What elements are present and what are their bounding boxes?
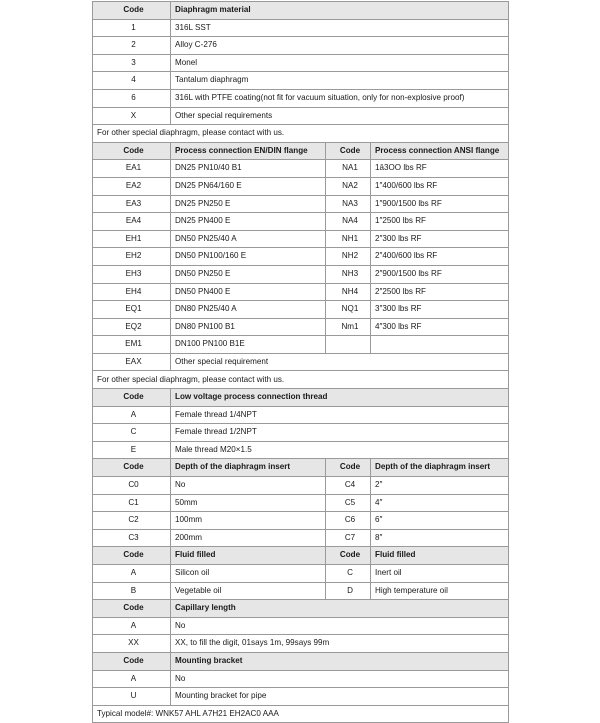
table-row: [93, 512, 509, 530]
cell-code: C: [93, 424, 171, 442]
cell-description: Mounting bracket for pipe: [171, 688, 509, 706]
cell-description-2: 3″300 lbs RF: [371, 301, 509, 319]
cell-description: 100mm: [171, 512, 326, 530]
cell-code: EM1: [93, 336, 171, 354]
table-row: [93, 72, 509, 90]
cell-description: 200mm: [171, 529, 326, 547]
table-row: [93, 301, 509, 319]
table-row: [93, 54, 509, 72]
cell-description: Other special requirement: [171, 353, 509, 371]
column-header-ansi-flange: Process connection ANSI flange: [371, 142, 509, 160]
cell-description-2: 6″: [371, 512, 509, 530]
column-header-code-2: Code: [326, 459, 371, 477]
table-row: [93, 107, 509, 125]
cell-description: DN80 PN100 B1: [171, 318, 326, 336]
cell-description-2: 2″: [371, 477, 509, 495]
cell-code-2: NA3: [326, 195, 371, 213]
cell-description-2: 1″2500 lbs RF: [371, 213, 509, 231]
cell-code: A: [93, 565, 171, 583]
column-header-code-2: Code: [326, 547, 371, 565]
cell-code: 3: [93, 54, 171, 72]
note-row: [93, 371, 509, 389]
cell-description-2-empty: [371, 336, 509, 354]
spec-sheet: [92, 1, 508, 723]
cell-code-2: NH4: [326, 283, 371, 301]
cell-description: XX, to fill the digit, 01says 1m, 99says 99m: [171, 635, 509, 653]
cell-code: 6: [93, 89, 171, 107]
table-row: [93, 177, 509, 195]
cell-code: EH1: [93, 230, 171, 248]
column-header-code: Code: [93, 547, 171, 565]
cell-description: No: [171, 617, 509, 635]
contact-note: For other special diaphragm, please contact with us.: [93, 125, 509, 143]
cell-code: XX: [93, 635, 171, 653]
cell-code-2: NH1: [326, 230, 371, 248]
table-row: [93, 565, 509, 583]
cell-description-2: 4″: [371, 494, 509, 512]
cell-description-2: 1″400/600 lbs RF: [371, 177, 509, 195]
cell-code: EH4: [93, 283, 171, 301]
table-row: [93, 529, 509, 547]
cell-description: DN80 PN25/40 A: [171, 301, 326, 319]
cell-code: 1: [93, 19, 171, 37]
typical-model-label: Typical model#: WNK57 AHL A7H21 EH2AC0 AAA: [93, 705, 509, 723]
cell-description-2: 1ȃ3OO lbs RF: [371, 160, 509, 178]
table-row: [93, 37, 509, 55]
cell-description-2: 2″400/600 lbs RF: [371, 248, 509, 266]
column-header-code: Code: [93, 600, 171, 618]
contact-note: For other special diaphragm, please contact with us.: [93, 371, 509, 389]
cell-code: A: [93, 617, 171, 635]
cell-code-2: NQ1: [326, 301, 371, 319]
cell-description: 316L with PTFE coating(not fit for vacuum situation, only for non-explosive proof): [171, 89, 509, 107]
cell-description: DN25 PN10/40 B1: [171, 160, 326, 178]
column-header-capillary-length: Capillary length: [171, 600, 509, 618]
table-row: [93, 688, 509, 706]
cell-code: B: [93, 582, 171, 600]
cell-code: X: [93, 107, 171, 125]
cell-code: U: [93, 688, 171, 706]
cell-description-2: 4″300 lbs RF: [371, 318, 509, 336]
cell-code: EA1: [93, 160, 171, 178]
cell-code-2: C7: [326, 529, 371, 547]
cell-code: C2: [93, 512, 171, 530]
cell-description: DN50 PN25/40 A: [171, 230, 326, 248]
column-header-en-din-flange: Process connection EN/DIN flange: [171, 142, 326, 160]
cell-description: DN25 PN64/160 E: [171, 177, 326, 195]
cell-description: Monel: [171, 54, 509, 72]
selection-code-table: [92, 1, 509, 723]
cell-description-2: 2″2500 lbs RF: [371, 283, 509, 301]
table-row: [93, 195, 509, 213]
table-row: [93, 617, 509, 635]
cell-code-2: NA1: [326, 160, 371, 178]
cell-code-2-empty: [326, 336, 371, 354]
cell-code: EQ1: [93, 301, 171, 319]
cell-description-2: Inert oil: [371, 565, 509, 583]
table-row: [93, 19, 509, 37]
cell-description: Alloy C-276: [171, 37, 509, 55]
table-row: [93, 265, 509, 283]
cell-code: A: [93, 670, 171, 688]
cell-code: EA3: [93, 195, 171, 213]
table-row: [93, 406, 509, 424]
table-header-row-insert-depth: [93, 459, 509, 477]
cell-code-2: NA2: [326, 177, 371, 195]
cell-code: C3: [93, 529, 171, 547]
table-header-row-process-connection: [93, 142, 509, 160]
cell-description: DN50 PN250 E: [171, 265, 326, 283]
table-row: [93, 336, 509, 354]
table-header-row-mounting-bracket: [93, 652, 509, 670]
cell-description-2: High temperature oil: [371, 582, 509, 600]
cell-description: No: [171, 670, 509, 688]
cell-code-2: C4: [326, 477, 371, 495]
typical-model-row: [93, 705, 509, 723]
cell-description: Female thread 1/2NPT: [171, 424, 509, 442]
table-header-row-fluid-filled: [93, 547, 509, 565]
cell-description-2: 2″900/1500 lbs RF: [371, 265, 509, 283]
cell-code-2: NA4: [326, 213, 371, 231]
column-header-code: Code: [93, 389, 171, 407]
column-header-diaphragm-material: Diaphragm material: [171, 2, 509, 20]
cell-description: 50mm: [171, 494, 326, 512]
table-row: [93, 635, 509, 653]
table-row: [93, 424, 509, 442]
table-header-row-capillary-length: [93, 600, 509, 618]
cell-description: 316L SST: [171, 19, 509, 37]
table-row: [93, 494, 509, 512]
cell-code: EAX: [93, 353, 171, 371]
table-row: [93, 160, 509, 178]
table-header-row-diaphragm-material: [93, 2, 509, 20]
column-header-code: Code: [93, 459, 171, 477]
cell-code: EA4: [93, 213, 171, 231]
cell-code-2: Nm1: [326, 318, 371, 336]
column-header-mounting-bracket: Mounting bracket: [171, 652, 509, 670]
cell-description: DN25 PN250 E: [171, 195, 326, 213]
cell-description: Silicon oil: [171, 565, 326, 583]
cell-description: Vegetable oil: [171, 582, 326, 600]
column-header-insert-depth-2: Depth of the diaphragm insert: [371, 459, 509, 477]
cell-description: Female thread 1/4NPT: [171, 406, 509, 424]
cell-description: No: [171, 477, 326, 495]
cell-description: Male thread M20×1.5: [171, 441, 509, 459]
cell-code: C1: [93, 494, 171, 512]
cell-code: 4: [93, 72, 171, 90]
column-header-code-2: Code: [326, 142, 371, 160]
column-header-code: Code: [93, 2, 171, 20]
cell-description-2: 1″900/1500 lbs RF: [371, 195, 509, 213]
table-row: [93, 248, 509, 266]
table-row: [93, 582, 509, 600]
table-row: [93, 283, 509, 301]
column-header-insert-depth: Depth of the diaphragm insert: [171, 459, 326, 477]
cell-description-2: 8″: [371, 529, 509, 547]
cell-code: EA2: [93, 177, 171, 195]
cell-code: A: [93, 406, 171, 424]
cell-description: DN50 PN100/160 E: [171, 248, 326, 266]
cell-description: Other special requirements: [171, 107, 509, 125]
cell-description: Tantalum diaphragm: [171, 72, 509, 90]
cell-code: EQ2: [93, 318, 171, 336]
column-header-code: Code: [93, 142, 171, 160]
column-header-thread: Low voltage process connection thread: [171, 389, 509, 407]
cell-code-2: C: [326, 565, 371, 583]
table-row: [93, 670, 509, 688]
cell-code: 2: [93, 37, 171, 55]
cell-code-2: NH3: [326, 265, 371, 283]
table-row: [93, 441, 509, 459]
table-row: [93, 318, 509, 336]
cell-code: EH3: [93, 265, 171, 283]
note-row: [93, 125, 509, 143]
table-row: [93, 213, 509, 231]
table-row: [93, 230, 509, 248]
table-row: [93, 89, 509, 107]
cell-code-2: C6: [326, 512, 371, 530]
cell-code-2: C5: [326, 494, 371, 512]
cell-code-2: NH2: [326, 248, 371, 266]
column-header-code: Code: [93, 652, 171, 670]
cell-description: DN50 PN400 E: [171, 283, 326, 301]
table-row-span: [93, 353, 509, 371]
column-header-fluid-filled: Fluid filled: [171, 547, 326, 565]
table-row: [93, 477, 509, 495]
cell-description: DN100 PN100 B1E: [171, 336, 326, 354]
cell-code: C0: [93, 477, 171, 495]
column-header-fluid-filled-2: Fluid filled: [371, 547, 509, 565]
cell-description-2: 2″300 lbs RF: [371, 230, 509, 248]
cell-description: DN25 PN400 E: [171, 213, 326, 231]
table-header-row-thread: [93, 389, 509, 407]
cell-code-2: D: [326, 582, 371, 600]
cell-code: E: [93, 441, 171, 459]
cell-code: EH2: [93, 248, 171, 266]
